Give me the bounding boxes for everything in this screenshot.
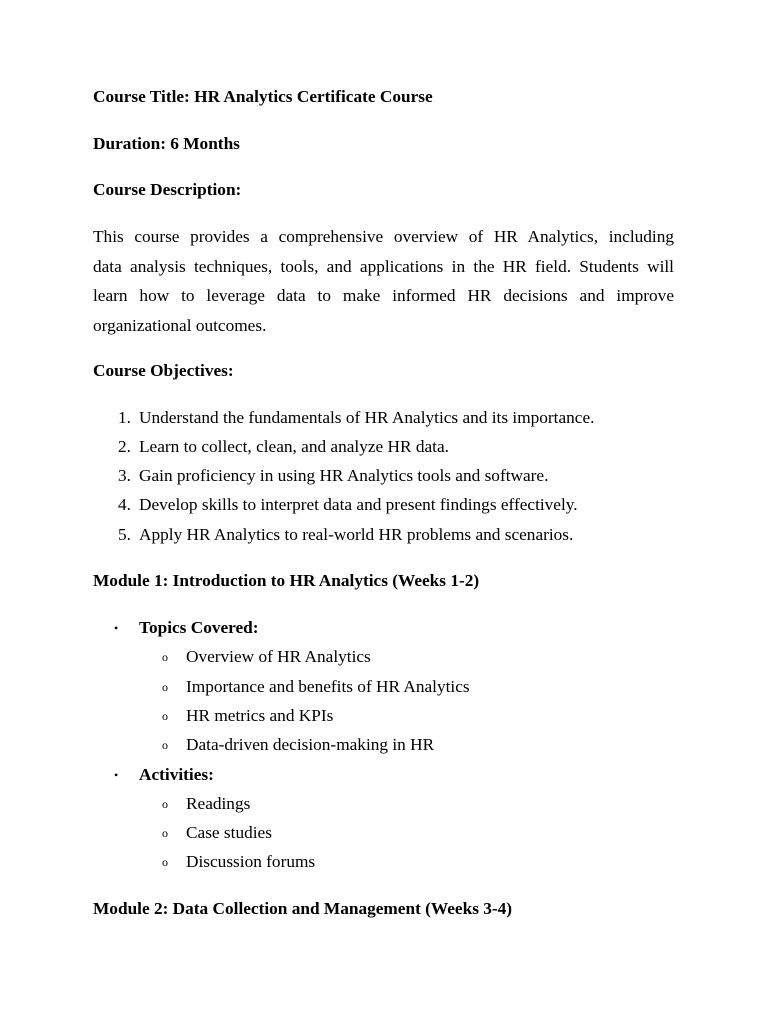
topic-text: Importance and benefits of HR Analytics — [186, 677, 470, 696]
circle-bullet-icon: o — [162, 738, 168, 752]
activities-label: Activities: — [139, 765, 214, 784]
topic-text: HR metrics and KPIs — [186, 706, 334, 725]
objective-number: 4. — [118, 495, 131, 514]
module-1-heading: Module 1: Introduction to HR Analytics (Weeks 1-2) — [93, 571, 480, 590]
topics-covered-label: Topics Covered: — [139, 618, 259, 637]
objective-number: 3. — [118, 466, 131, 485]
description-line: organizational outcomes. — [93, 315, 267, 335]
activity-text: Readings — [186, 794, 251, 813]
objective-number: 1. — [118, 408, 131, 427]
topic-text: Data-driven decision-making in HR — [186, 735, 435, 754]
objective-text: Understand the fundamentals of HR Analytics and its importance. — [139, 408, 595, 427]
circle-bullet-icon: o — [162, 855, 168, 869]
bullet-icon: • — [114, 768, 119, 782]
objective-number: 2. — [118, 437, 131, 456]
circle-bullet-icon: o — [162, 650, 168, 664]
objective-text: Gain proficiency in using HR Analytics tools and software. — [139, 466, 549, 485]
objective-number: 5. — [118, 525, 131, 544]
description-heading: Course Description: — [93, 180, 242, 199]
module-2-heading: Module 2: Data Collection and Management (Weeks 3-4) — [93, 899, 513, 918]
course-duration: Duration: 6 Months — [93, 134, 240, 153]
circle-bullet-icon: o — [162, 797, 168, 811]
course-title: Course Title: HR Analytics Certificate Course — [93, 87, 433, 106]
circle-bullet-icon: o — [162, 826, 168, 840]
description-line: learn how to leverage data to make informed HR decisions and improve — [93, 286, 674, 305]
objective-text: Develop skills to interpret data and present findings effectively. — [139, 495, 578, 514]
topic-text: Overview of HR Analytics — [186, 647, 371, 666]
description-line: This course provides a comprehensive overview of HR Analytics, including — [93, 227, 674, 246]
objective-text: Learn to collect, clean, and analyze HR data. — [139, 437, 449, 456]
course-description — [93, 222, 674, 340]
circle-bullet-icon: o — [162, 680, 168, 694]
circle-bullet-icon: o — [162, 709, 168, 723]
activity-text: Discussion forums — [186, 852, 316, 871]
objectives-heading: Course Objectives: — [93, 361, 234, 380]
document-page — [93, 0, 674, 1024]
objective-text: Apply HR Analytics to real-world HR problems and scenarios. — [139, 525, 574, 544]
bullet-icon: • — [114, 621, 119, 635]
description-line: data analysis techniques, tools, and applications in the HR field. Students will — [93, 256, 674, 276]
activity-text: Case studies — [186, 823, 272, 842]
